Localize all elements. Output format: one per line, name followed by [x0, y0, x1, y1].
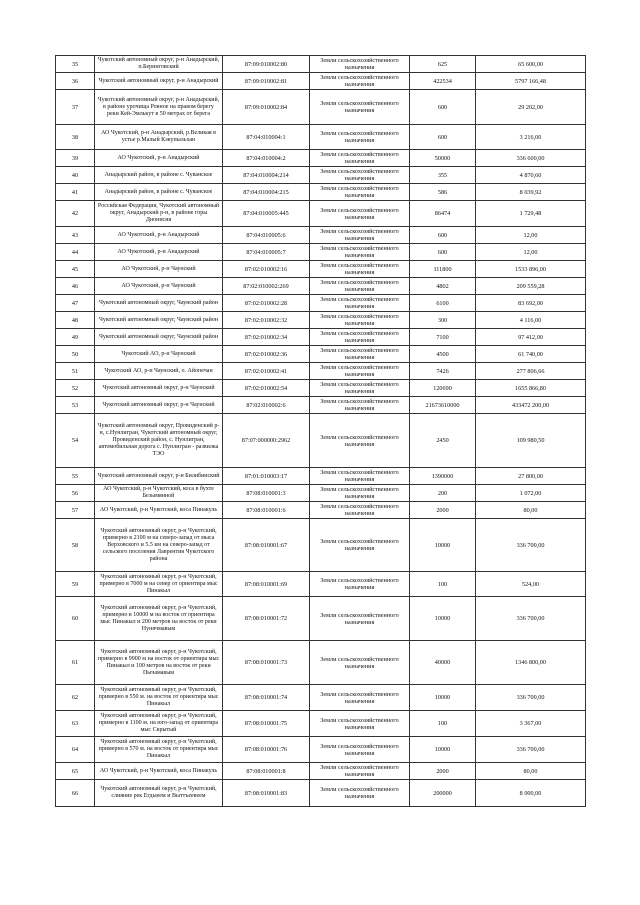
- row-number-cell: 44: [56, 244, 95, 261]
- table-row: [56, 397, 586, 414]
- address-cell: Чукотский автономный округ, р-н Анадырский, п.Беринговский: [95, 56, 223, 73]
- cadastral-number-cell: 87:08:010001:72: [223, 597, 310, 641]
- area-cell: 7426: [410, 363, 476, 380]
- land-category-cell: Земли сельскохозяйственного назначения: [310, 641, 410, 685]
- address-cell: Чукотский автономный округ, р-н Анадырский, в районе урочища Ровное на правом берегу реки Кей-Эмлькут в 50 метрах от берега: [95, 90, 223, 125]
- cadastral-number-cell: 87:01:010003:17: [223, 468, 310, 485]
- cadastral-value-cell: 27 800,00: [476, 468, 586, 485]
- row-number-cell: 46: [56, 278, 95, 295]
- row-number-cell: 63: [56, 711, 95, 737]
- land-category-cell: Земли сельскохозяйственного назначения: [310, 414, 410, 468]
- address-cell: Чукотский автономный округ, Чаунский район: [95, 329, 223, 346]
- table-row: [56, 73, 586, 90]
- land-category-cell: Земли сельскохозяйственного назначения: [310, 73, 410, 90]
- land-category-cell: Земли сельскохозяйственного назначения: [310, 397, 410, 414]
- table-row: [56, 502, 586, 519]
- area-cell: 4500: [410, 346, 476, 363]
- area-cell: 600: [410, 125, 476, 150]
- land-category-cell: Земли сельскохозяйственного назначения: [310, 278, 410, 295]
- row-number-cell: 37: [56, 90, 95, 125]
- row-number-cell: 35: [56, 56, 95, 73]
- row-number-cell: 57: [56, 502, 95, 519]
- table-row: [56, 278, 586, 295]
- land-category-cell: Земли сельскохозяйственного назначения: [310, 468, 410, 485]
- row-number-cell: 58: [56, 519, 95, 572]
- area-cell: 10000: [410, 685, 476, 711]
- row-number-cell: 39: [56, 150, 95, 167]
- row-number-cell: 42: [56, 201, 95, 227]
- cadastral-value-cell: 83 692,00: [476, 295, 586, 312]
- address-cell: АО Чукотский, р-н Чукотский, коса Пинакуль: [95, 502, 223, 519]
- table-row: [56, 346, 586, 363]
- cadastral-number-cell: 87:02:010002:54: [223, 380, 310, 397]
- cadastral-value-cell: 109 980,50: [476, 414, 586, 468]
- cadastral-number-cell: 87:04:010004:1: [223, 125, 310, 150]
- row-number-cell: 54: [56, 414, 95, 468]
- land-category-cell: Земли сельскохозяйственного назначения: [310, 329, 410, 346]
- area-cell: 625: [410, 56, 476, 73]
- cadastral-number-cell: 87:02:010002:34: [223, 329, 310, 346]
- cadastral-value-cell: 336 700,00: [476, 597, 586, 641]
- table-row: [56, 329, 586, 346]
- land-category-cell: Земли сельскохозяйственного назначения: [310, 201, 410, 227]
- row-number-cell: 45: [56, 261, 95, 278]
- address-cell: Чукотский автономный округ, р-н Анадырский: [95, 73, 223, 90]
- table-row: [56, 485, 586, 502]
- cadastral-number-cell: 87:02:010002:36: [223, 346, 310, 363]
- row-number-cell: 41: [56, 184, 95, 201]
- address-cell: Чукотский автономный округ, р-н Чукотский, примерно в 7000 м на север от ориентира мыс Пинакыл: [95, 572, 223, 597]
- row-number-cell: 62: [56, 685, 95, 711]
- land-plots-table: [55, 55, 586, 807]
- table-row: [56, 125, 586, 150]
- area-cell: 86474: [410, 201, 476, 227]
- area-cell: 300: [410, 312, 476, 329]
- land-category-cell: Земли сельскохозяйственного назначения: [310, 56, 410, 73]
- cadastral-number-cell: 87:04:010005:445: [223, 201, 310, 227]
- row-number-cell: 51: [56, 363, 95, 380]
- land-category-cell: Земли сельскохозяйственного назначения: [310, 244, 410, 261]
- cadastral-value-cell: 80,00: [476, 763, 586, 780]
- row-number-cell: 66: [56, 780, 95, 807]
- area-cell: 10000: [410, 519, 476, 572]
- area-cell: 586: [410, 184, 476, 201]
- cadastral-number-cell: 87:04:010004:215: [223, 184, 310, 201]
- address-cell: Чукотский автономный округ, р-н Чукотский, примерно в 9900 м на восток от ориентира мыс Пинакыл и 100 метров на восток от реки Пычамавым: [95, 641, 223, 685]
- table-row: [56, 641, 586, 685]
- cadastral-value-cell: 336 600,00: [476, 150, 586, 167]
- area-cell: 10000: [410, 737, 476, 763]
- cadastral-value-cell: 65 600,00: [476, 56, 586, 73]
- land-category-cell: Земли сельскохозяйственного назначения: [310, 90, 410, 125]
- area-cell: 2000: [410, 763, 476, 780]
- address-cell: Анадырский район, в районе с. Чуванское: [95, 167, 223, 184]
- address-cell: Чукотский автономный округ, р-н Чаунский: [95, 397, 223, 414]
- cadastral-number-cell: 87:02:010002:269: [223, 278, 310, 295]
- land-category-cell: Земли сельскохозяйственного назначения: [310, 685, 410, 711]
- cadastral-value-cell: 433472 200,00: [476, 397, 586, 414]
- land-category-cell: Земли сельскохозяйственного назначения: [310, 150, 410, 167]
- address-cell: Чукотский автономный округ, р-н Чукотский, слияние рек Егдыеем и Выттъеевеем: [95, 780, 223, 807]
- address-cell: Российская Федерация, Чукотский автономный округ, Анадырский р-н, в районе горы Дионисия: [95, 201, 223, 227]
- table-row: [56, 780, 586, 807]
- address-cell: Чукотский автономный округ, Чаунский район: [95, 295, 223, 312]
- land-category-cell: Земли сельскохозяйственного назначения: [310, 597, 410, 641]
- area-cell: 600: [410, 90, 476, 125]
- address-cell: АО Чукотский, р-н Чукотский, коса в бухте Безымянной: [95, 485, 223, 502]
- cadastral-value-cell: 4 870,60: [476, 167, 586, 184]
- cadastral-number-cell: 87:09:010002:81: [223, 73, 310, 90]
- cadastral-value-cell: 1533 896,00: [476, 261, 586, 278]
- row-number-cell: 38: [56, 125, 95, 150]
- cadastral-number-cell: 87:09:010002:84: [223, 90, 310, 125]
- row-number-cell: 65: [56, 763, 95, 780]
- area-cell: 6100: [410, 295, 476, 312]
- area-cell: 2450: [410, 414, 476, 468]
- table-row: [56, 167, 586, 184]
- land-category-cell: Земли сельскохозяйственного назначения: [310, 295, 410, 312]
- cadastral-number-cell: 87:08:010001:83: [223, 780, 310, 807]
- table-row: [56, 90, 586, 125]
- cadastral-value-cell: 80,00: [476, 502, 586, 519]
- cadastral-value-cell: 1 729,48: [476, 201, 586, 227]
- area-cell: 200000: [410, 780, 476, 807]
- cadastral-value-cell: 1346 800,00: [476, 641, 586, 685]
- row-number-cell: 36: [56, 73, 95, 90]
- cadastral-value-cell: 1 072,00: [476, 485, 586, 502]
- table-row: [56, 519, 586, 572]
- area-cell: 355: [410, 167, 476, 184]
- cadastral-value-cell: 5797 166,48: [476, 73, 586, 90]
- cadastral-number-cell: 87:02:010002:16: [223, 261, 310, 278]
- cadastral-number-cell: 87:02:010002:41: [223, 363, 310, 380]
- area-cell: 50000: [410, 150, 476, 167]
- cadastral-value-cell: 336 700,00: [476, 685, 586, 711]
- cadastral-number-cell: 87:08:010001:75: [223, 711, 310, 737]
- land-category-cell: Земли сельскохозяйственного назначения: [310, 261, 410, 278]
- row-number-cell: 59: [56, 572, 95, 597]
- land-category-cell: Земли сельскохозяйственного назначения: [310, 711, 410, 737]
- address-cell: АО Чукотский, р-н Анадырский: [95, 150, 223, 167]
- address-cell: Чукотский АО, р-н Чаунский, о. Айопечан: [95, 363, 223, 380]
- address-cell: Чукотский автономный округ, р-н Чукотский, примерно в 1100 м. на юго-запад от ориентира мыс Скрытый: [95, 711, 223, 737]
- area-cell: 100: [410, 572, 476, 597]
- address-cell: АО Чукотский, р-н Анадырский, р.Великая в устье р.Малый Кэкупыльхан: [95, 125, 223, 150]
- land-category-cell: Земли сельскохозяйственного назначения: [310, 572, 410, 597]
- cadastral-value-cell: 12,00: [476, 227, 586, 244]
- cadastral-value-cell: 3 367,00: [476, 711, 586, 737]
- table-row: [56, 468, 586, 485]
- cadastral-number-cell: 87:02:010002:32: [223, 312, 310, 329]
- cadastral-value-cell: 12,00: [476, 244, 586, 261]
- land-category-cell: Земли сельскохозяйственного назначения: [310, 502, 410, 519]
- table-row: [56, 261, 586, 278]
- document-page: [55, 55, 585, 807]
- land-category-cell: Земли сельскохозяйственного назначения: [310, 737, 410, 763]
- table-row: [56, 244, 586, 261]
- table-row: [56, 363, 586, 380]
- area-cell: 100: [410, 711, 476, 737]
- address-cell: Чукотский автономный округ, р-н Билибинский: [95, 468, 223, 485]
- address-cell: АО Чукотский, р-н Анадырский: [95, 244, 223, 261]
- address-cell: Чукотский автономный округ, Провиденский р-н, с.Нунлигран, Чукотский автономный округ, Провиденский район, с. Нунлигран, автомобильная дорога с. Нунлигран - развилка ТЭО: [95, 414, 223, 468]
- row-number-cell: 50: [56, 346, 95, 363]
- cadastral-number-cell: 87:08:010001:73: [223, 641, 310, 685]
- table-row: [56, 380, 586, 397]
- area-cell: 120690: [410, 380, 476, 397]
- area-cell: 600: [410, 244, 476, 261]
- cadastral-value-cell: 29 202,00: [476, 90, 586, 125]
- cadastral-number-cell: 87:02:010002:28: [223, 295, 310, 312]
- table-row: [56, 414, 586, 468]
- cadastral-number-cell: 87:07:000000:2962: [223, 414, 310, 468]
- row-number-cell: 64: [56, 737, 95, 763]
- area-cell: 1390000: [410, 468, 476, 485]
- table-row: [56, 312, 586, 329]
- area-cell: 2000: [410, 502, 476, 519]
- table-row: [56, 184, 586, 201]
- land-category-cell: Земли сельскохозяйственного назначения: [310, 227, 410, 244]
- area-cell: 21673610000: [410, 397, 476, 414]
- cadastral-value-cell: 336 700,00: [476, 519, 586, 572]
- cadastral-value-cell: 8 039,92: [476, 184, 586, 201]
- row-number-cell: 43: [56, 227, 95, 244]
- cadastral-number-cell: 87:08:010001:76: [223, 737, 310, 763]
- cadastral-number-cell: 87:04:010004:214: [223, 167, 310, 184]
- table-row: [56, 227, 586, 244]
- address-cell: Чукотский автономный округ, р-н Чукотский, примерно в 570 м. на восток от ориентира мыс Пинакыл: [95, 737, 223, 763]
- table-row: [56, 763, 586, 780]
- row-number-cell: 53: [56, 397, 95, 414]
- table-row: [56, 737, 586, 763]
- address-cell: Чукотский автономный округ, р-н Чукотский, примерно в 10000 м на восток от ориентира мыс Пинакыл и 200 метров на восток от реки Нунячмавым: [95, 597, 223, 641]
- table-row: [56, 56, 586, 73]
- land-category-cell: Земли сельскохозяйственного назначения: [310, 167, 410, 184]
- address-cell: Чукотский автономный округ, р-н Чукотский, примерно в 550 м. на восток от ориентира мыс Пинакыл: [95, 685, 223, 711]
- table-row: [56, 597, 586, 641]
- cadastral-value-cell: 8 000,00: [476, 780, 586, 807]
- area-cell: 200: [410, 485, 476, 502]
- land-category-cell: Земли сельскохозяйственного назначения: [310, 125, 410, 150]
- area-cell: 111800: [410, 261, 476, 278]
- cadastral-value-cell: 97 412,00: [476, 329, 586, 346]
- table-row: [56, 201, 586, 227]
- area-cell: 422534: [410, 73, 476, 90]
- area-cell: 4802: [410, 278, 476, 295]
- cadastral-number-cell: 87:08:010001:69: [223, 572, 310, 597]
- table-body: [56, 56, 586, 807]
- cadastral-number-cell: 87:08:010001:6: [223, 502, 310, 519]
- address-cell: Чукотский автономный округ, р-н Чаунский: [95, 380, 223, 397]
- address-cell: АО Чукотский, р-н Чаунский: [95, 261, 223, 278]
- land-category-cell: Земли сельскохозяйственного назначения: [310, 519, 410, 572]
- address-cell: АО Чукотский, р-н Чаунский: [95, 278, 223, 295]
- cadastral-value-cell: 3 216,00: [476, 125, 586, 150]
- row-number-cell: 56: [56, 485, 95, 502]
- row-number-cell: 49: [56, 329, 95, 346]
- cadastral-number-cell: 87:08:010001:8: [223, 763, 310, 780]
- table-row: [56, 572, 586, 597]
- cadastral-number-cell: 87:08:010001:67: [223, 519, 310, 572]
- land-category-cell: Земли сельскохозяйственного назначения: [310, 312, 410, 329]
- cadastral-number-cell: 87:02:010002:6: [223, 397, 310, 414]
- table-row: [56, 295, 586, 312]
- table-row: [56, 711, 586, 737]
- cadastral-number-cell: 87:08:010001:3: [223, 485, 310, 502]
- cadastral-value-cell: 209 559,28: [476, 278, 586, 295]
- cadastral-value-cell: 4 116,00: [476, 312, 586, 329]
- table-row: [56, 685, 586, 711]
- cadastral-value-cell: 524,00: [476, 572, 586, 597]
- cadastral-value-cell: 336 700,00: [476, 737, 586, 763]
- row-number-cell: 40: [56, 167, 95, 184]
- cadastral-number-cell: 87:09:010002:80: [223, 56, 310, 73]
- land-category-cell: Земли сельскохозяйственного назначения: [310, 380, 410, 397]
- row-number-cell: 60: [56, 597, 95, 641]
- cadastral-value-cell: 1655 866,80: [476, 380, 586, 397]
- land-category-cell: Земли сельскохозяйственного назначения: [310, 346, 410, 363]
- land-category-cell: Земли сельскохозяйственного назначения: [310, 184, 410, 201]
- area-cell: 10000: [410, 597, 476, 641]
- area-cell: 7100: [410, 329, 476, 346]
- row-number-cell: 47: [56, 295, 95, 312]
- table-row: [56, 150, 586, 167]
- land-category-cell: Земли сельскохозяйственного назначения: [310, 763, 410, 780]
- row-number-cell: 61: [56, 641, 95, 685]
- cadastral-value-cell: 61 740,00: [476, 346, 586, 363]
- cadastral-number-cell: 87:08:010001:74: [223, 685, 310, 711]
- row-number-cell: 48: [56, 312, 95, 329]
- area-cell: 40000: [410, 641, 476, 685]
- address-cell: Чукотский автономный округ, Чаунский район: [95, 312, 223, 329]
- row-number-cell: 55: [56, 468, 95, 485]
- cadastral-number-cell: 87:04:010005:7: [223, 244, 310, 261]
- address-cell: АО Чукотский, р-н Чукотский, коса Пинакуль: [95, 763, 223, 780]
- address-cell: Чукотский АО, р-н Чаунский: [95, 346, 223, 363]
- cadastral-number-cell: 87:04:010004:2: [223, 150, 310, 167]
- row-number-cell: 52: [56, 380, 95, 397]
- cadastral-number-cell: 87:04:010005:6: [223, 227, 310, 244]
- address-cell: Анадырский район, в районе с. Чуванское: [95, 184, 223, 201]
- land-category-cell: Земли сельскохозяйственного назначения: [310, 780, 410, 807]
- area-cell: 600: [410, 227, 476, 244]
- land-category-cell: Земли сельскохозяйственного назначения: [310, 363, 410, 380]
- land-category-cell: Земли сельскохозяйственного назначения: [310, 485, 410, 502]
- address-cell: Чукотский автономный округ, р-н Чукотский, примерно в 2100 м на северо-запад от мыса Верховского и 5.5 км на северо-запад от сельского поселения Лаврентия Чукотского района: [95, 519, 223, 572]
- address-cell: АО Чукотский, р-н Анадырский: [95, 227, 223, 244]
- cadastral-value-cell: 277 806,66: [476, 363, 586, 380]
